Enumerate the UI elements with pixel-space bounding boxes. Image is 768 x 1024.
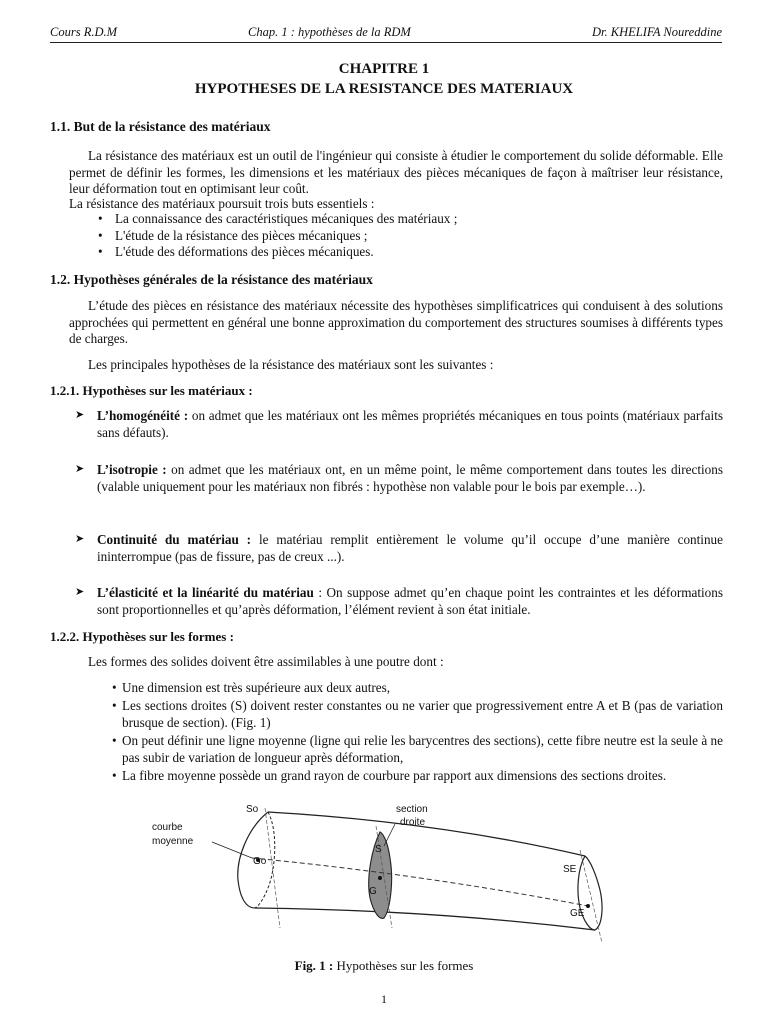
hypothesis-text: on admet que les matériaux ont les mêmes propriétés mécaniques en tous points (matériaux parfaits sans défauts).: [97, 408, 723, 440]
header-chapter: Chap. 1 : hypothèses de la RDM: [248, 25, 411, 39]
list-item: • La connaissance des caractéristiques mécaniques des matériaux ;: [95, 211, 457, 228]
section-1-2-2-intro: Les formes des solides doivent être assimilables à une poutre dont :: [88, 654, 444, 669]
construction-line: [265, 808, 280, 928]
chapter-name: HYPOTHESES DE LA RESISTANCE DES MATERIAUX: [194, 81, 574, 97]
chapter-number: CHAPITRE 1: [338, 61, 430, 77]
hypothesis-text: on admet que les matériaux ont, en un même point, le même comportement dans toutes les directions (valable uniquement pour les matériaux non fibrés : hypothèse non valable pour le bois par exemple…).: [97, 462, 723, 494]
arrow-bullet-icon: ➤: [75, 409, 85, 421]
hypothesis-continuity: [75, 531, 723, 565]
caption-text: Hypothèses sur les formes: [333, 958, 474, 973]
page-number: 1: [381, 992, 387, 1006]
beam-figure: [140, 798, 620, 948]
label-ge: GE: [570, 908, 585, 919]
hypothesis-elasticity: [75, 584, 723, 618]
header-author: Dr. KHELIFA Noureddine: [592, 25, 722, 39]
page-header: [50, 22, 722, 43]
header-course: Cours R.D.M: [50, 25, 118, 39]
caption-label: Fig. 1 :: [294, 958, 334, 973]
label-s: S: [375, 844, 382, 855]
section-1-1-intro: La résistance des matériaux poursuit trois buts essentiels :: [69, 196, 375, 211]
section-1-2-heading: 1.2. Hypothèses générales de la résistance des matériaux: [50, 272, 373, 287]
section-1-2-intro: Les principales hypothèses de la résistance des matériaux sont les suivantes :: [88, 357, 494, 372]
label-droite: droite: [400, 817, 426, 828]
centroid-point: [378, 876, 382, 880]
beam-top-edge: [268, 812, 585, 856]
label-g: G: [369, 886, 377, 897]
hypothesis-text: le matériau remplit entièrement le volume qu’il occupe d’une manière continue ininterrompue (pas de fissure, pas de creux ...).: [97, 532, 724, 564]
goals-list: [95, 211, 457, 261]
chapter-title: [0, 59, 768, 99]
section-1-2-1-heading: 1.2.1. Hypothèses sur les matériaux :: [50, 383, 253, 398]
hypothesis-isotropy: [75, 461, 723, 495]
hypothesis-term: L’isotropie :: [97, 462, 167, 477]
beam-bottom-edge: [255, 908, 595, 930]
label-se: SE: [563, 864, 577, 875]
label-leader: [212, 842, 252, 858]
label-courbe: courbe: [152, 822, 183, 833]
label-leader: [384, 824, 395, 846]
label-g0: Go: [253, 856, 267, 867]
section-1-2-paragraph: L’étude des pièces en résistance des matériaux nécessite des hypothèses simplificatrices qui conduisent à des solutions approchées qui permettent en général une bonne approximation du comportement des structures soumises à différents types de charges.: [69, 298, 723, 346]
list-item: • On peut définir une ligne moyenne (ligne qui relie les barycentres des sections), cette fibre neutre est la seule à ne pas subir de variation de longueur après déformation,: [112, 732, 723, 767]
figure-caption: [0, 958, 768, 974]
arrow-bullet-icon: ➤: [75, 463, 85, 475]
hypothesis-homogeneity: [75, 407, 723, 441]
forms-list: [112, 679, 723, 784]
hypothesis-term: L’homogénéité :: [97, 408, 189, 423]
label-section: section: [396, 804, 428, 815]
hypothesis-term: Continuité du matériau :: [97, 532, 252, 547]
centroid-point: [586, 904, 590, 908]
mean-line: [252, 858, 588, 906]
arrow-bullet-icon: ➤: [75, 533, 85, 545]
section-1-2-2-heading: 1.2.2. Hypothèses sur les formes :: [50, 629, 234, 644]
section-1-1-paragraph: La résistance des matériaux est un outil de l'ingénieur qui consiste à étudier le comportement du solide déformable. Elle permet de définir les formes, les dimensions et les matériaux des pièces mécaniques de façon à maîtriser leur résistance, leur déformation tout en optimisant leur coût.: [69, 148, 723, 196]
section-1-1-heading: 1.1. But de la résistance des matériaux: [50, 119, 271, 134]
label-moyenne: moyenne: [152, 836, 194, 847]
list-item: • L'étude de la résistance des pièces mécaniques ;: [95, 228, 457, 245]
label-s0: So: [246, 804, 259, 815]
list-item: • Les sections droites (S) doivent rester constantes ou ne varier que progressivement entre A et B (pas de variation brusque de section). (Fig. 1): [112, 697, 723, 732]
list-item: • Une dimension est très supérieure aux deux autres,: [112, 679, 723, 697]
list-item: • L'étude des déformations des pièces mécaniques.: [95, 244, 457, 261]
arrow-bullet-icon: ➤: [75, 586, 85, 598]
hypothesis-text: : On suppose admet qu’en chaque point les contraintes et les déformations sont proportionnelles et qu’après déformation, l’élément revient à son état initiale.: [97, 585, 723, 617]
list-item: • La fibre moyenne possède un grand rayon de courbure par rapport aux dimensions des sections droites.: [112, 767, 723, 785]
hypothesis-term: L’élasticité et la linéarité du matériau: [97, 585, 314, 600]
